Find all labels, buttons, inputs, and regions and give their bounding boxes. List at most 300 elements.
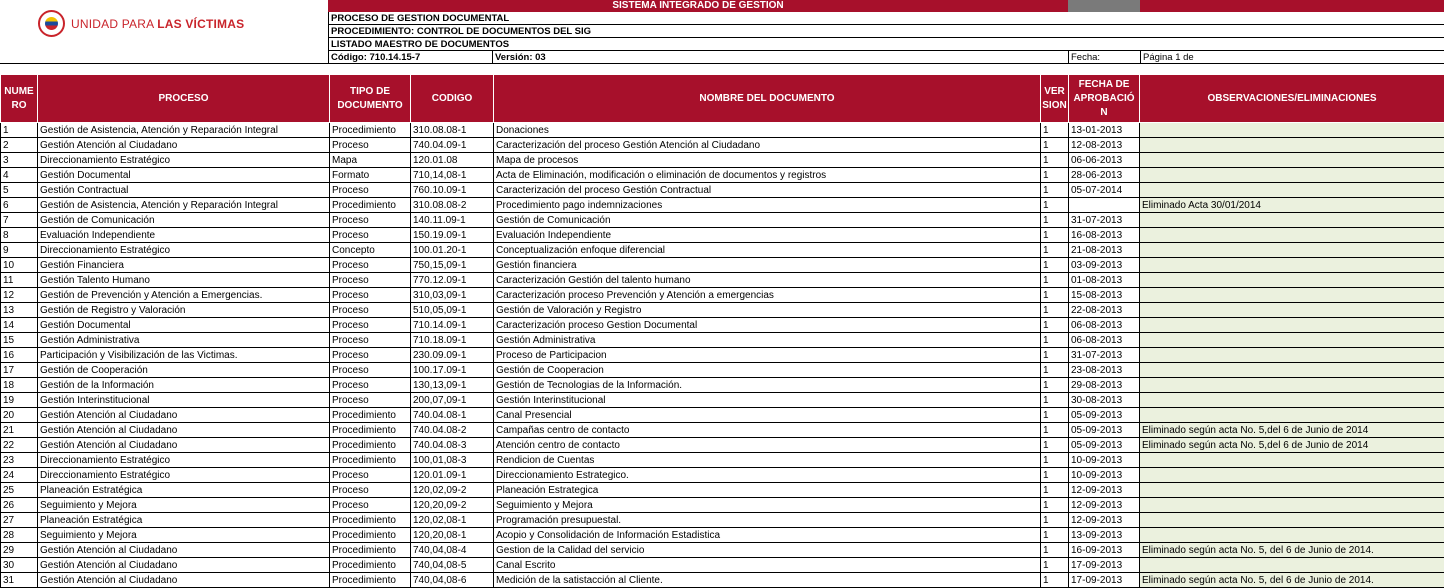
table-row xyxy=(1,333,1444,348)
table-row xyxy=(1,483,1444,498)
cell-proceso: Gestión Atención al Ciudadano xyxy=(38,573,330,588)
header-procedimiento: PROCEDIMIENTO: CONTROL DE DOCUMENTOS DEL SIG xyxy=(329,25,1444,38)
cell-numero: 29 xyxy=(1,543,38,558)
cell-observaciones xyxy=(1140,468,1444,483)
table-row xyxy=(1,183,1444,198)
cell-codigo: 710.18.09-1 xyxy=(411,333,494,348)
col-header-fecha: FECHA DE APROBACIÓ N xyxy=(1069,75,1140,123)
header-version: Versión: 03 xyxy=(492,51,792,64)
table-row xyxy=(1,213,1444,228)
cell-fecha: 22-08-2013 xyxy=(1069,303,1140,318)
table-row xyxy=(1,363,1444,378)
logo-text xyxy=(71,17,244,31)
cell-fecha: 06-08-2013 xyxy=(1069,318,1140,333)
cell-numero: 21 xyxy=(1,423,38,438)
cell-observaciones xyxy=(1140,498,1444,513)
col-header-observaciones: OBSERVACIONES/ELIMINACIONES xyxy=(1140,75,1444,123)
table-row xyxy=(1,513,1444,528)
cell-nombre: Acta de Eliminación, modificación o eliminación de documentos y registros xyxy=(494,168,1041,183)
cell-codigo: 740,04,08-4 xyxy=(411,543,494,558)
table-row xyxy=(1,498,1444,513)
cell-numero: 14 xyxy=(1,318,38,333)
table-row xyxy=(1,543,1444,558)
cell-proceso: Gestión Atención al Ciudadano xyxy=(38,558,330,573)
cell-version: 1 xyxy=(1041,348,1069,363)
cell-codigo: 710,14,08-1 xyxy=(411,168,494,183)
cell-proceso: Gestión Documental xyxy=(38,168,330,183)
cell-fecha: 05-09-2013 xyxy=(1069,423,1140,438)
cell-tipo: Procedimiento xyxy=(330,423,411,438)
cell-nombre: Caracterización del proceso Gestión Atención al Ciudadano xyxy=(494,138,1041,153)
cell-tipo: Proceso xyxy=(330,393,411,408)
table-row xyxy=(1,528,1444,543)
cell-observaciones xyxy=(1140,138,1444,153)
cell-codigo: 120,02,09-2 xyxy=(411,483,494,498)
cell-proceso: Gestión Atención al Ciudadano xyxy=(38,423,330,438)
cell-tipo: Procedimiento xyxy=(330,573,411,588)
cell-version: 1 xyxy=(1041,408,1069,423)
cell-tipo: Procedimiento xyxy=(330,453,411,468)
cell-numero: 28 xyxy=(1,528,38,543)
cell-observaciones xyxy=(1140,123,1444,138)
cell-proceso: Gestión Documental xyxy=(38,318,330,333)
cell-observaciones xyxy=(1140,528,1444,543)
cell-codigo: 100.01.20-1 xyxy=(411,243,494,258)
table-row xyxy=(1,273,1444,288)
cell-version: 1 xyxy=(1041,183,1069,198)
cell-tipo: Procedimiento xyxy=(330,438,411,453)
cell-fecha: 12-09-2013 xyxy=(1069,498,1140,513)
cell-numero: 16 xyxy=(1,348,38,363)
cell-fecha: 17-09-2013 xyxy=(1069,573,1140,588)
cell-numero: 2 xyxy=(1,138,38,153)
logo-text-bold: LAS VÍCTIMAS xyxy=(157,17,244,31)
header-listado: LISTADO MAESTRO DE DOCUMENTOS xyxy=(329,38,1444,51)
cell-proceso: Evaluación Independiente xyxy=(38,228,330,243)
cell-version: 1 xyxy=(1041,423,1069,438)
cell-nombre: Gestión de Valoración y Registro xyxy=(494,303,1041,318)
cell-fecha: 21-08-2013 xyxy=(1069,243,1140,258)
cell-codigo: 120.01.08 xyxy=(411,153,494,168)
table-row xyxy=(1,243,1444,258)
cell-observaciones xyxy=(1140,393,1444,408)
cell-nombre: Donaciones xyxy=(494,123,1041,138)
col-header-nombre: NOMBRE DEL DOCUMENTO xyxy=(494,75,1041,123)
cell-nombre: Gestión Interinstitucional xyxy=(494,393,1041,408)
cell-observaciones: Eliminado según acta No. 5,del 6 de Junio de 2014 xyxy=(1140,438,1444,453)
cell-fecha: 30-08-2013 xyxy=(1069,393,1140,408)
cell-version: 1 xyxy=(1041,453,1069,468)
cell-fecha: 05-09-2013 xyxy=(1069,438,1140,453)
cell-nombre: Evaluación Independiente xyxy=(494,228,1041,243)
cell-version: 1 xyxy=(1041,363,1069,378)
cell-tipo: Proceso xyxy=(330,318,411,333)
table-row xyxy=(1,438,1444,453)
cell-fecha: 16-09-2013 xyxy=(1069,543,1140,558)
cell-fecha: 13-09-2013 xyxy=(1069,528,1140,543)
table-body xyxy=(1,123,1444,588)
cell-version: 1 xyxy=(1041,123,1069,138)
cell-codigo: 140.11.09-1 xyxy=(411,213,494,228)
cell-numero: 7 xyxy=(1,213,38,228)
cell-proceso: Direccionamiento Estratégico xyxy=(38,153,330,168)
cell-fecha: 01-08-2013 xyxy=(1069,273,1140,288)
cell-codigo: 740.04.08-3 xyxy=(411,438,494,453)
cell-fecha: 10-09-2013 xyxy=(1069,468,1140,483)
cell-numero: 20 xyxy=(1,408,38,423)
cell-nombre: Gestión de Tecnologias de la Información. xyxy=(494,378,1041,393)
cell-tipo: Procedimiento xyxy=(330,513,411,528)
cell-tipo: Mapa xyxy=(330,153,411,168)
cell-codigo: 750,15,09-1 xyxy=(411,258,494,273)
cell-observaciones: Eliminado según acta No. 5, del 6 de Junio de 2014. xyxy=(1140,573,1444,588)
cell-fecha: 12-09-2013 xyxy=(1069,483,1140,498)
cell-codigo: 310.08.08-1 xyxy=(411,123,494,138)
cell-codigo: 120,02,08-1 xyxy=(411,513,494,528)
cell-proceso: Gestión Atención al Ciudadano xyxy=(38,543,330,558)
cell-nombre: Canal Escrito xyxy=(494,558,1041,573)
cell-codigo: 740.04.09-1 xyxy=(411,138,494,153)
cell-version: 1 xyxy=(1041,198,1069,213)
cell-version: 1 xyxy=(1041,333,1069,348)
logo-text-thin: UNIDAD PARA xyxy=(71,17,157,31)
cell-numero: 25 xyxy=(1,483,38,498)
cell-nombre: Gestión de Comunicación xyxy=(494,213,1041,228)
cell-codigo: 100,01,08-3 xyxy=(411,453,494,468)
cell-fecha: 28-06-2013 xyxy=(1069,168,1140,183)
cell-fecha: 05-09-2013 xyxy=(1069,408,1140,423)
cell-nombre: Caracterización Gestión del talento humano xyxy=(494,273,1041,288)
cell-observaciones xyxy=(1140,333,1444,348)
cell-numero: 27 xyxy=(1,513,38,528)
cell-observaciones xyxy=(1140,153,1444,168)
cell-fecha: 29-08-2013 xyxy=(1069,378,1140,393)
cell-nombre: Direccionamiento Estrategico. xyxy=(494,468,1041,483)
cell-observaciones xyxy=(1140,318,1444,333)
cell-fecha xyxy=(1069,198,1140,213)
cell-version: 1 xyxy=(1041,498,1069,513)
cell-tipo: Procedimiento xyxy=(330,528,411,543)
cell-tipo: Procedimiento xyxy=(330,558,411,573)
cell-proceso: Seguimiento y Mejora xyxy=(38,498,330,513)
cell-observaciones xyxy=(1140,228,1444,243)
cell-version: 1 xyxy=(1041,303,1069,318)
table-header-row xyxy=(1,75,1444,123)
cell-numero: 11 xyxy=(1,273,38,288)
system-title-grey-block xyxy=(1068,0,1140,12)
cell-nombre: Gestión de Cooperacion xyxy=(494,363,1041,378)
table-row xyxy=(1,288,1444,303)
cell-version: 1 xyxy=(1041,168,1069,183)
cell-nombre: Campañas centro de contacto xyxy=(494,423,1041,438)
table-row xyxy=(1,228,1444,243)
cell-proceso: Planeación Estratégica xyxy=(38,483,330,498)
cell-numero: 17 xyxy=(1,363,38,378)
cell-proceso: Gestión de Prevención y Atención a Emergencias. xyxy=(38,288,330,303)
cell-numero: 26 xyxy=(1,498,38,513)
cell-numero: 19 xyxy=(1,393,38,408)
cell-tipo: Proceso xyxy=(330,228,411,243)
cell-numero: 30 xyxy=(1,558,38,573)
system-title-right-block xyxy=(1140,0,1444,12)
cell-tipo: Proceso xyxy=(330,498,411,513)
cell-codigo: 510,05,09-1 xyxy=(411,303,494,318)
cell-fecha: 03-09-2013 xyxy=(1069,258,1140,273)
header-proceso: PROCESO DE GESTION DOCUMENTAL xyxy=(329,12,1444,25)
cell-proceso: Gestión de la Información xyxy=(38,378,330,393)
cell-observaciones xyxy=(1140,408,1444,423)
institution-logo xyxy=(38,10,244,37)
cell-proceso: Direccionamiento Estratégico xyxy=(38,453,330,468)
cell-codigo: 120,20,08-1 xyxy=(411,528,494,543)
cell-codigo: 230.09.09-1 xyxy=(411,348,494,363)
table-row xyxy=(1,558,1444,573)
cell-numero: 8 xyxy=(1,228,38,243)
table-row xyxy=(1,168,1444,183)
cell-numero: 23 xyxy=(1,453,38,468)
cell-proceso: Gestión Atención al Ciudadano xyxy=(38,438,330,453)
cell-codigo: 740,04,08-5 xyxy=(411,558,494,573)
col-header-tipo: TIPO DE DOCUMENTO xyxy=(330,75,411,123)
cell-numero: 10 xyxy=(1,258,38,273)
cell-fecha: 31-07-2013 xyxy=(1069,348,1140,363)
cell-version: 1 xyxy=(1041,258,1069,273)
cell-tipo: Proceso xyxy=(330,138,411,153)
col-header-numero: NUME RO xyxy=(1,75,38,123)
table-row xyxy=(1,153,1444,168)
cell-nombre: Canal Presencial xyxy=(494,408,1041,423)
cell-numero: 24 xyxy=(1,468,38,483)
cell-observaciones xyxy=(1140,273,1444,288)
cell-proceso: Gestión de Asistencia, Atención y Reparación Integral xyxy=(38,123,330,138)
cell-version: 1 xyxy=(1041,273,1069,288)
table-row xyxy=(1,573,1444,588)
cell-fecha: 23-08-2013 xyxy=(1069,363,1140,378)
cell-version: 1 xyxy=(1041,318,1069,333)
cell-proceso: Gestión Interinstitucional xyxy=(38,393,330,408)
cell-numero: 1 xyxy=(1,123,38,138)
cell-numero: 15 xyxy=(1,333,38,348)
cell-version: 1 xyxy=(1041,378,1069,393)
cell-fecha: 31-07-2013 xyxy=(1069,213,1140,228)
cell-tipo: Proceso xyxy=(330,363,411,378)
cell-codigo: 310,03,09-1 xyxy=(411,288,494,303)
table-row xyxy=(1,468,1444,483)
col-header-proceso: PROCESO xyxy=(38,75,330,123)
cell-numero: 6 xyxy=(1,198,38,213)
cell-fecha: 06-08-2013 xyxy=(1069,333,1140,348)
header-fecha: Fecha: xyxy=(1068,51,1140,64)
cell-nombre: Caracterización proceso Prevención y Atención a emergencias xyxy=(494,288,1041,303)
cell-fecha: 05-07-2014 xyxy=(1069,183,1140,198)
cell-tipo: Proceso xyxy=(330,258,411,273)
cell-proceso: Direccionamiento Estratégico xyxy=(38,468,330,483)
cell-tipo: Proceso xyxy=(330,378,411,393)
cell-version: 1 xyxy=(1041,288,1069,303)
cell-observaciones xyxy=(1140,183,1444,198)
cell-observaciones xyxy=(1140,213,1444,228)
cell-proceso: Gestión Talento Humano xyxy=(38,273,330,288)
cell-observaciones xyxy=(1140,168,1444,183)
cell-observaciones: Eliminado según acta No. 5,del 6 de Junio de 2014 xyxy=(1140,423,1444,438)
cell-proceso: Planeación Estratégica xyxy=(38,513,330,528)
cell-nombre: Planeación Estrategica xyxy=(494,483,1041,498)
cell-version: 1 xyxy=(1041,483,1069,498)
cell-version: 1 xyxy=(1041,138,1069,153)
cell-fecha: 13-01-2013 xyxy=(1069,123,1140,138)
table-row xyxy=(1,258,1444,273)
cell-nombre: Procedimiento pago indemnizaciones xyxy=(494,198,1041,213)
cell-tipo: Proceso xyxy=(330,468,411,483)
cell-codigo: 120,20,09-2 xyxy=(411,498,494,513)
cell-fecha: 17-09-2013 xyxy=(1069,558,1140,573)
cell-fecha: 16-08-2013 xyxy=(1069,228,1140,243)
cell-tipo: Procedimiento xyxy=(330,123,411,138)
cell-tipo: Proceso xyxy=(330,483,411,498)
master-document-table xyxy=(0,74,1444,588)
cell-codigo: 740.04.08-2 xyxy=(411,423,494,438)
cell-observaciones: Eliminado según acta No. 5, del 6 de Junio de 2014. xyxy=(1140,543,1444,558)
cell-numero: 3 xyxy=(1,153,38,168)
cell-numero: 12 xyxy=(1,288,38,303)
cell-tipo: Proceso xyxy=(330,288,411,303)
cell-observaciones xyxy=(1140,378,1444,393)
col-header-codigo: CODIGO xyxy=(411,75,494,123)
table-row xyxy=(1,123,1444,138)
cell-codigo: 740,04,08-6 xyxy=(411,573,494,588)
cell-version: 1 xyxy=(1041,213,1069,228)
cell-tipo: Proceso xyxy=(330,213,411,228)
cell-tipo: Proceso xyxy=(330,303,411,318)
cell-nombre: Gestión financiera xyxy=(494,258,1041,273)
cell-version: 1 xyxy=(1041,468,1069,483)
cell-proceso: Gestión de Asistencia, Atención y Reparación Integral xyxy=(38,198,330,213)
cell-proceso: Gestión Atención al Ciudadano xyxy=(38,408,330,423)
cell-proceso: Participación y Visibilización de las Victimas. xyxy=(38,348,330,363)
table-row xyxy=(1,318,1444,333)
cell-nombre: Seguimiento y Mejora xyxy=(494,498,1041,513)
col-header-version: VER SION xyxy=(1041,75,1069,123)
cell-version: 1 xyxy=(1041,438,1069,453)
cell-codigo: 760.10.09-1 xyxy=(411,183,494,198)
cell-tipo: Procedimiento xyxy=(330,543,411,558)
cell-version: 1 xyxy=(1041,153,1069,168)
cell-version: 1 xyxy=(1041,573,1069,588)
cell-nombre: Acopio y Consolidación de Información Estadistica xyxy=(494,528,1041,543)
cell-codigo: 740.04.08-1 xyxy=(411,408,494,423)
cell-observaciones xyxy=(1140,558,1444,573)
cell-nombre: Proceso de Participacion xyxy=(494,348,1041,363)
cell-observaciones xyxy=(1140,483,1444,498)
cell-numero: 22 xyxy=(1,438,38,453)
cell-fecha: 12-08-2013 xyxy=(1069,138,1140,153)
cell-numero: 4 xyxy=(1,168,38,183)
table-row xyxy=(1,393,1444,408)
cell-codigo: 100.17.09-1 xyxy=(411,363,494,378)
table-row xyxy=(1,138,1444,153)
cell-tipo: Proceso xyxy=(330,348,411,363)
cell-nombre: Mapa de procesos xyxy=(494,153,1041,168)
cell-fecha: 12-09-2013 xyxy=(1069,513,1140,528)
cell-fecha: 10-09-2013 xyxy=(1069,453,1140,468)
cell-tipo: Proceso xyxy=(330,333,411,348)
cell-tipo: Procedimiento xyxy=(330,198,411,213)
cell-observaciones xyxy=(1140,453,1444,468)
header-pagina: Página 1 de xyxy=(1140,51,1250,64)
table-row xyxy=(1,348,1444,363)
cell-fecha: 06-06-2013 xyxy=(1069,153,1140,168)
cell-version: 1 xyxy=(1041,228,1069,243)
cell-observaciones xyxy=(1140,303,1444,318)
table-row xyxy=(1,453,1444,468)
cell-proceso: Gestión Contractual xyxy=(38,183,330,198)
table-row xyxy=(1,303,1444,318)
cell-version: 1 xyxy=(1041,513,1069,528)
cell-observaciones: Eliminado Acta 30/01/2014 xyxy=(1140,198,1444,213)
cell-tipo: Concepto xyxy=(330,243,411,258)
cell-nombre: Conceptualización enfoque diferencial xyxy=(494,243,1041,258)
cell-codigo: 120.01.09-1 xyxy=(411,468,494,483)
system-title: SISTEMA INTEGRADO DE GESTION xyxy=(328,0,1068,12)
cell-codigo: 310.08.08-2 xyxy=(411,198,494,213)
logo-cell xyxy=(0,0,329,64)
cell-proceso: Gestión Financiera xyxy=(38,258,330,273)
cell-nombre: Rendicion de Cuentas xyxy=(494,453,1041,468)
cell-tipo: Formato xyxy=(330,168,411,183)
cell-codigo: 710.14.09-1 xyxy=(411,318,494,333)
cell-codigo: 130,13,09-1 xyxy=(411,378,494,393)
cell-nombre: Atención centro de contacto xyxy=(494,438,1041,453)
header-codigo: Código: 710.14.15-7 xyxy=(331,52,420,63)
cell-nombre: Gestión Administrativa xyxy=(494,333,1041,348)
colombia-seal-icon xyxy=(38,10,65,37)
cell-tipo: Procedimiento xyxy=(330,408,411,423)
cell-tipo: Proceso xyxy=(330,273,411,288)
cell-version: 1 xyxy=(1041,393,1069,408)
cell-codigo: 200,07,09-1 xyxy=(411,393,494,408)
document-header xyxy=(0,0,1444,70)
cell-proceso: Seguimiento y Mejora xyxy=(38,528,330,543)
cell-numero: 5 xyxy=(1,183,38,198)
cell-proceso: Direccionamiento Estratégico xyxy=(38,243,330,258)
cell-numero: 18 xyxy=(1,378,38,393)
cell-codigo: 770.12.09-1 xyxy=(411,273,494,288)
cell-numero: 31 xyxy=(1,573,38,588)
cell-proceso: Gestión Administrativa xyxy=(38,333,330,348)
cell-observaciones xyxy=(1140,243,1444,258)
cell-nombre: Programación presupuestal. xyxy=(494,513,1041,528)
table-row xyxy=(1,378,1444,393)
table-row xyxy=(1,198,1444,213)
cell-observaciones xyxy=(1140,363,1444,378)
cell-nombre: Medición de la satistacción al Cliente. xyxy=(494,573,1041,588)
cell-nombre: Caracterización del proceso Gestión Contractual xyxy=(494,183,1041,198)
cell-proceso: Gestión Atención al Ciudadano xyxy=(38,138,330,153)
cell-version: 1 xyxy=(1041,528,1069,543)
cell-codigo: 150.19.09-1 xyxy=(411,228,494,243)
cell-observaciones xyxy=(1140,513,1444,528)
table-row xyxy=(1,408,1444,423)
cell-proceso: Gestión de Cooperación xyxy=(38,363,330,378)
cell-version: 1 xyxy=(1041,243,1069,258)
cell-version: 1 xyxy=(1041,558,1069,573)
cell-nombre: Caracterización proceso Gestion Documental xyxy=(494,318,1041,333)
cell-proceso: Gestión de Registro y Valoración xyxy=(38,303,330,318)
cell-observaciones xyxy=(1140,288,1444,303)
cell-nombre: Gestion de la Calidad del servicio xyxy=(494,543,1041,558)
cell-tipo: Proceso xyxy=(330,183,411,198)
cell-numero: 9 xyxy=(1,243,38,258)
